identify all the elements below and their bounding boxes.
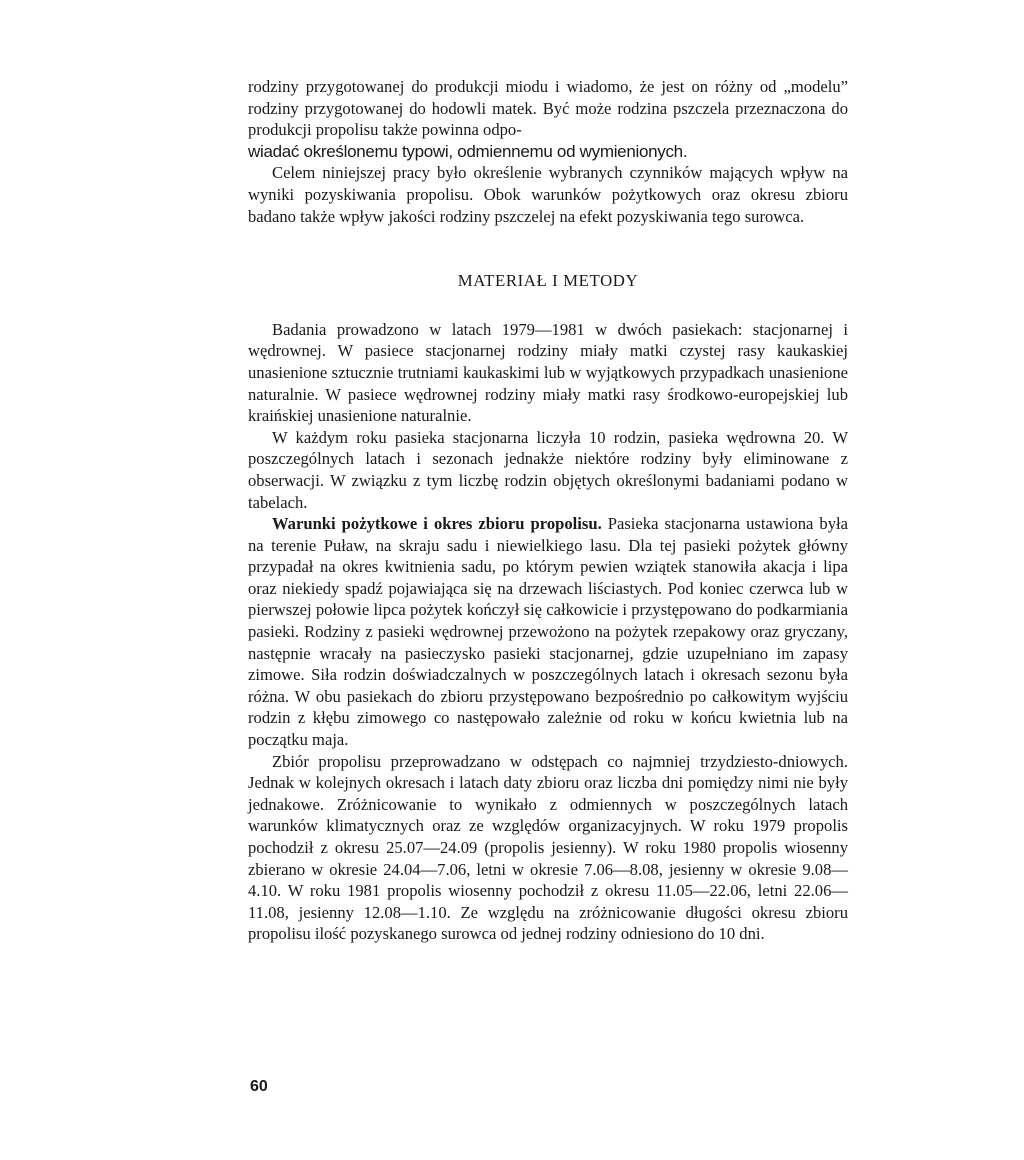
conditions-paragraph bbox=[248, 513, 848, 751]
page-number: 60 bbox=[250, 1078, 268, 1095]
methods-paragraph-2: W każdym roku pasieka stacjonarna liczyła 10 rodzin, pasieka wędrowna 20. W poszczególnych latach i sezonach jednakże niektóre rodziny były eliminowane z obserwacji. W związku z tym liczbę rodzin objętych określonymi badaniami podano w tabelach. bbox=[248, 427, 848, 512]
intro-paragraph-1-condensed-line: wiadać określonemu typowi, odmiennemu od wymienionych. bbox=[248, 141, 688, 161]
section-heading: MATERIAŁ I METODY bbox=[457, 271, 639, 291]
intro-paragraph-1 bbox=[248, 76, 848, 162]
intro-paragraph-1-text: rodziny przygotowanej do produkcji miodu i wiadomo, że jest on różny od „modelu” rodziny przygotowanej do hodowli matek. Być może rodzina pszczela przeznaczona do produkcji propolisu także powinna odpo- bbox=[248, 77, 848, 140]
intro-paragraph-2: Celem niniejszej pracy było określenie wybranych czynników mających wpływ na wyniki pozyskiwania propolisu. Obok warunków pożytkowych oraz okresu zbioru badano także wpływ jakości rodziny pszczelej na efekt pozyskiwania tego surowca. bbox=[248, 163, 848, 226]
collection-paragraph: Zbiór propolisu przeprowadzano w odstępach co najmniej trzydziesto-dniowych. Jednak w kolejnych okresach i latach daty zbioru oraz liczba dni pomiędzy nimi nie były jednakowe. Zróżnicowanie to wynikało z odmiennych w poszczególnych latach warunków klimatycznych oraz ze względów organizacyjnych. W roku 1979 propolis pochodził z okresu 25.07—24.09 (propolis jesienny). W roku 1980 propolis wiosenny zbierano w okresie 24.04—7.06, letni w okresie 7.06—8.08, jesienny w okresie 9.08—4.10. W roku 1981 propolis wiosenny pochodził z okresu 11.05—22.06, letni 22.06—11.08, jesienny 12.08—1.10. Ze względu na zróżnicowanie długości okresu zbioru propolisu ilość pozyskanego surowca od jednej rodziny odniesiono do 10 dni. bbox=[248, 751, 848, 944]
conditions-lead: Warunki pożytkowe i okres zbioru propolisu. bbox=[272, 514, 602, 534]
conditions-text: Pasieka stacjonarna ustawiona była na terenie Puław, na skraju sadu i niewielkiego lasu. Dla tej pasieki pożytek główny przypadał na okres kwitnienia sadu, po którym pewien wziątek stanowiła akacja i lipa oraz niekiedy spadź pojawiająca się na drzewach liściastych. Pod koniec czerwca lub w pierwszej połowie lipca pożytek kończył się całkowicie i przystępowano do podkarmiania pasieki. Rodziny z pasieki wędrownej przewożono na pożytek rzepakowy oraz gryczany, następnie wracały na pasieczysko pasieki stacjonarnej, gdzie uzupełniano im zapasy zimowe. Siła rodzin doświadczalnych w poszczególnych latach i okresach sezonu była różna. W obu pasiekach do zbioru przystępowano bezpośrednio po całkowitym wyjściu rodzin z kłębu zimowego co następowało zależnie od roku w końcu kwietnia lub na początku maja. bbox=[248, 514, 848, 750]
document-page bbox=[248, 76, 848, 945]
methods-paragraph-1: Badania prowadzono w latach 1979—1981 w dwóch pasiekach: stacjonarnej i wędrownej. W pasiece stacjonarnej rodziny miały matki czystej rasy kaukaskiej unasienione sztucznie trutniami kaukaskimi lub w wyjątkowych przypadkach unasienione naturalnie. W pasiece wędrownej rodziny miały matki rasy środkowo-europejskiej lub kraińskiej unasienione naturalnie. bbox=[248, 319, 848, 426]
